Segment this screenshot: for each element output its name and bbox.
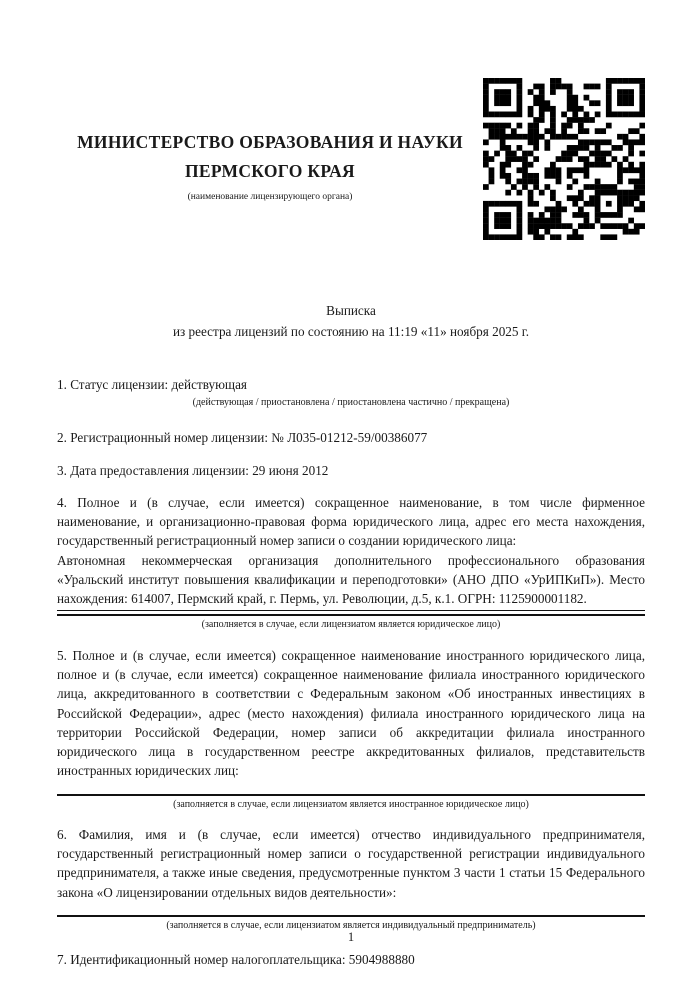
field-grant-date: [57, 461, 645, 480]
field-license-status: [57, 375, 645, 409]
qr-code: [483, 78, 645, 240]
field-individual-entrepreneur: [57, 825, 645, 932]
field-registration-number: [57, 428, 645, 447]
taxpayer-number-text: 7. Идентификационный номер налогоплательщика: 5904988880: [57, 951, 415, 967]
document-header: [57, 0, 645, 240]
field-foreign-entity: [57, 646, 645, 811]
legal-entity-value: Автономная некоммерческая организация дополнительного профессионального образования «Уральский институт повышения квалификации и переподготовки» (АНО ДПО «УрИПКиП»). Место нахождения: 614007, Пермский край, г. Пермь, ул. Революции, д.5, к.1. ОГРН: 1125900001182.: [57, 551, 645, 611]
field-legal-entity: [57, 493, 645, 631]
fill-line: [57, 915, 645, 917]
field-taxpayer-number: [57, 950, 645, 969]
foreign-entity-label: 5. Полное и (в случае, если имеется) сокращенное наименование иностранного юридического лица, полное и (в случае, если имеется) сокращенное наименование филиала иностранного юридического лица, аккредитованного в соответствии с Федеральным законом «Об иностранных инвестициях в Российской Федерации», адрес (место нахождения) филиала иностранного юридического лица на территории Российской Федерации, номер записи об аккредитации филиала иностранного юридического лица в государственном реестре аккредитованных филиалов, представительств иностранных юридических лиц:: [57, 647, 645, 779]
licensing-authority-block: [57, 128, 483, 204]
document-subtitle: из реестра лицензий по состоянию на 11:19 «11» ноября 2025 г.: [172, 324, 530, 339]
page-number: 1: [347, 930, 355, 944]
license-status-note: (действующая / приостановлена / приостановлена частично / прекращена): [192, 397, 510, 409]
document-title: Выписка: [326, 303, 376, 318]
licensing-authority-caption: (наименование лицензирующего органа): [187, 192, 353, 202]
legal-entity-note: (заполняется в случае, если лицензиатом является юридическое лицо): [201, 618, 501, 630]
license-status-text: 1. Статус лицензии: действующая: [57, 377, 248, 392]
fill-line: [57, 794, 645, 796]
foreign-entity-note: (заполняется в случае, если лицензиатом является иностранное юридическое лицо): [173, 798, 529, 810]
legal-entity-label: 4. Полное и (в случае, если имеется) сокращенное наименование, в том числе фирменное наименование, и организационно-правовая форма юридического лица, адрес его места нахождения, государственный регистрационный номер записи о создании юридического лица:: [57, 494, 645, 549]
individual-entrepreneur-label: 6. Фамилия, имя и (в случае, если имеется) отчество индивидуального предпринимателя, государственный регистрационный номер записи о государственной регистрации индивидуального предпринимателя, а также иные сведения, предусмотренные пунктом 3 части 1 статьи 15 Федерального закона «О лицензировании отдельных видов деятельности»:: [57, 826, 645, 900]
licensing-authority-name: МИНИСТЕРСТВО ОБРАЗОВАНИЯ И НАУКИ ПЕРМСКОГО КРАЯ: [77, 132, 463, 181]
document-title-block: [57, 300, 645, 342]
fill-line: [57, 614, 645, 616]
registration-number-text: 2. Регистрационный номер лицензии: № Л035-01212-59/00386077: [57, 430, 428, 446]
grant-date-text: 3. Дата предоставления лицензии: 29 июня 2012: [57, 462, 329, 478]
individual-entrepreneur-note: (заполняется в случае, если лицензиатом является индивидуальный предприниматель): [166, 919, 536, 931]
